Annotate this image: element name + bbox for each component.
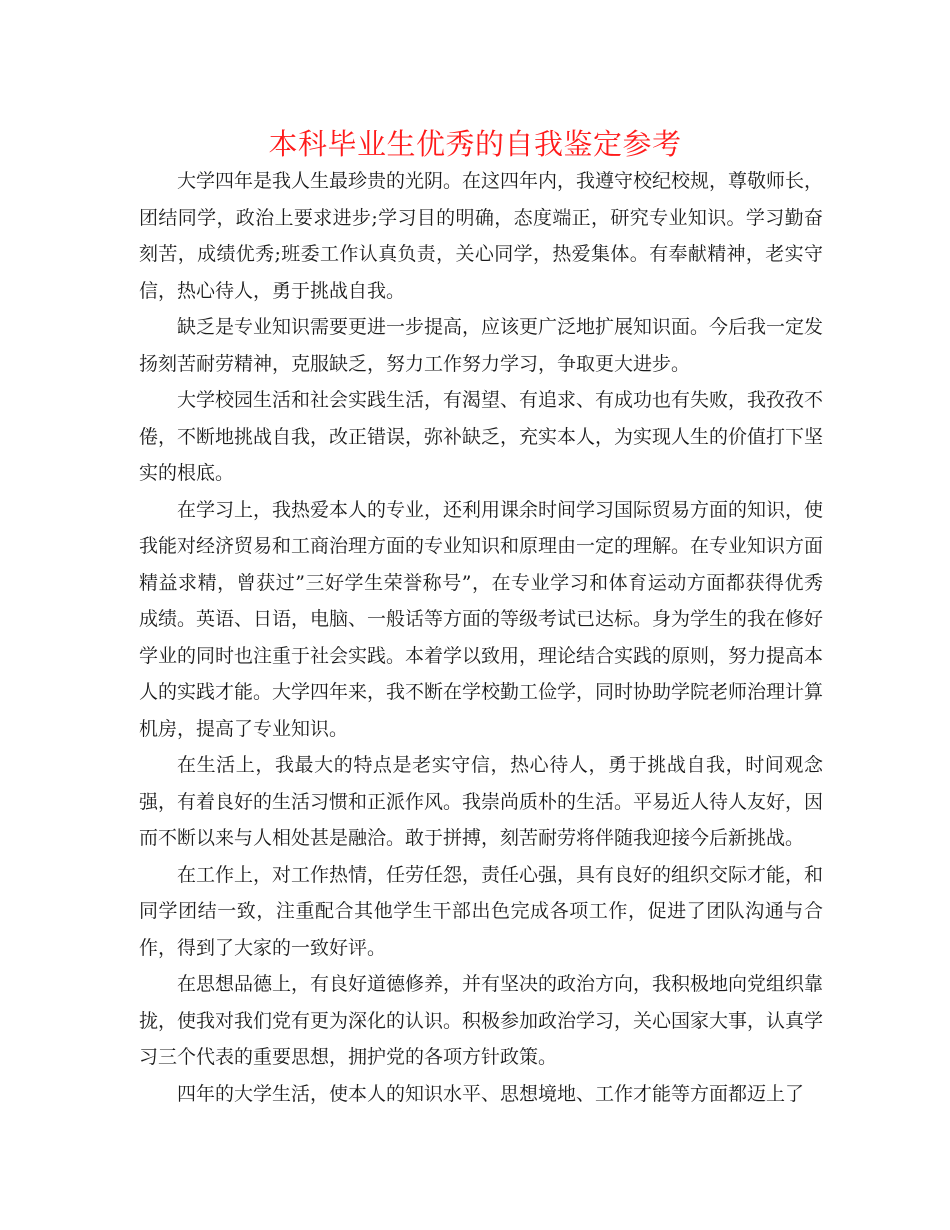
paragraph: 缺乏是专业知识需要更进一步提高，应该更广泛地扩展知识面。今后我一定发扬刻苦耐劳精神，克服缺乏，努力工作努力学习，争取更大进步。 xyxy=(139,316,824,375)
paragraph: 在思想品德上，有良好道德修养，并有坚决的政治方向，我积极地向党组织靠拢，使我对我们党有更为深化的认识。积极参加政治学习，关心国家大事，认真学习三个代表的重要思想，拥护党的各项方针政策。 xyxy=(139,973,824,1068)
paragraph: 在工作上，对工作热情，任劳任怨，责任心强，具有良好的组织交际才能，和同学团结一致，注重配合其他学生干部出色完成各项工作，促进了团队沟通与合作，得到了大家的一致好评。 xyxy=(139,863,824,959)
paragraph: 大学校园生活和社会实践生活，有渴望、有追求、有成功也有失败，我孜孜不倦，不断地挑战自我，改正错误，弥补缺乏，充实本人，为实现人生的价值打下坚实的根底。 xyxy=(139,389,824,484)
paragraph: 四年的大学生活，使本人的知识水平、思想境地、工作才能等方面都迈上了 xyxy=(177,1082,805,1105)
paragraph: 在生活上，我最大的特点是老实守信，热心待人，勇于挑战自我，时间观念强，有着良好的生活习惯和正派作风。我崇尚质朴的生活。平易近人待人友好，因而不断以来与人相处甚是融洽。敢于拼搏，刻苦耐劳将伴随我迎接今后新挑战。 xyxy=(139,754,824,849)
paragraph: 大学四年是我人生最珍贵的光阴。在这四年内，我遵守校纪校规，尊敬师长，团结同学，政治上要求进步;学习目的明确，态度端正，研究专业知识。学习勤奋刻苦，成绩优秀;班委工作认真负责，关心同学，热爱集体。有奉献精神，老实守信，热心待人，勇于挑战自我。 xyxy=(139,170,824,302)
paragraph: 在学习上，我热爱本人的专业，还利用课余时间学习国际贸易方面的知识，使我能对经济贸易和工商治理方面的专业知识和原理由一定的理解。在专业知识方面精益求精，曾获过”三好学生荣誉称号”，在专业学习和体育运动方面都获得优秀成绩。英语、日语，电脑、一般话等方面的等级考试已达标。身为学生的我在修好学业的同时也注重于社会实践。本着学以致用，理论结合实践的原则，努力提高本人的实践才能。大学四年来，我不断在学校勤工俭学，同时协助学院老师治理计算机房，提高了专业知识。 xyxy=(139,498,824,740)
document-title: 本科毕业生优秀的自我鉴定参考 xyxy=(268,127,682,161)
document-body xyxy=(139,163,823,1112)
